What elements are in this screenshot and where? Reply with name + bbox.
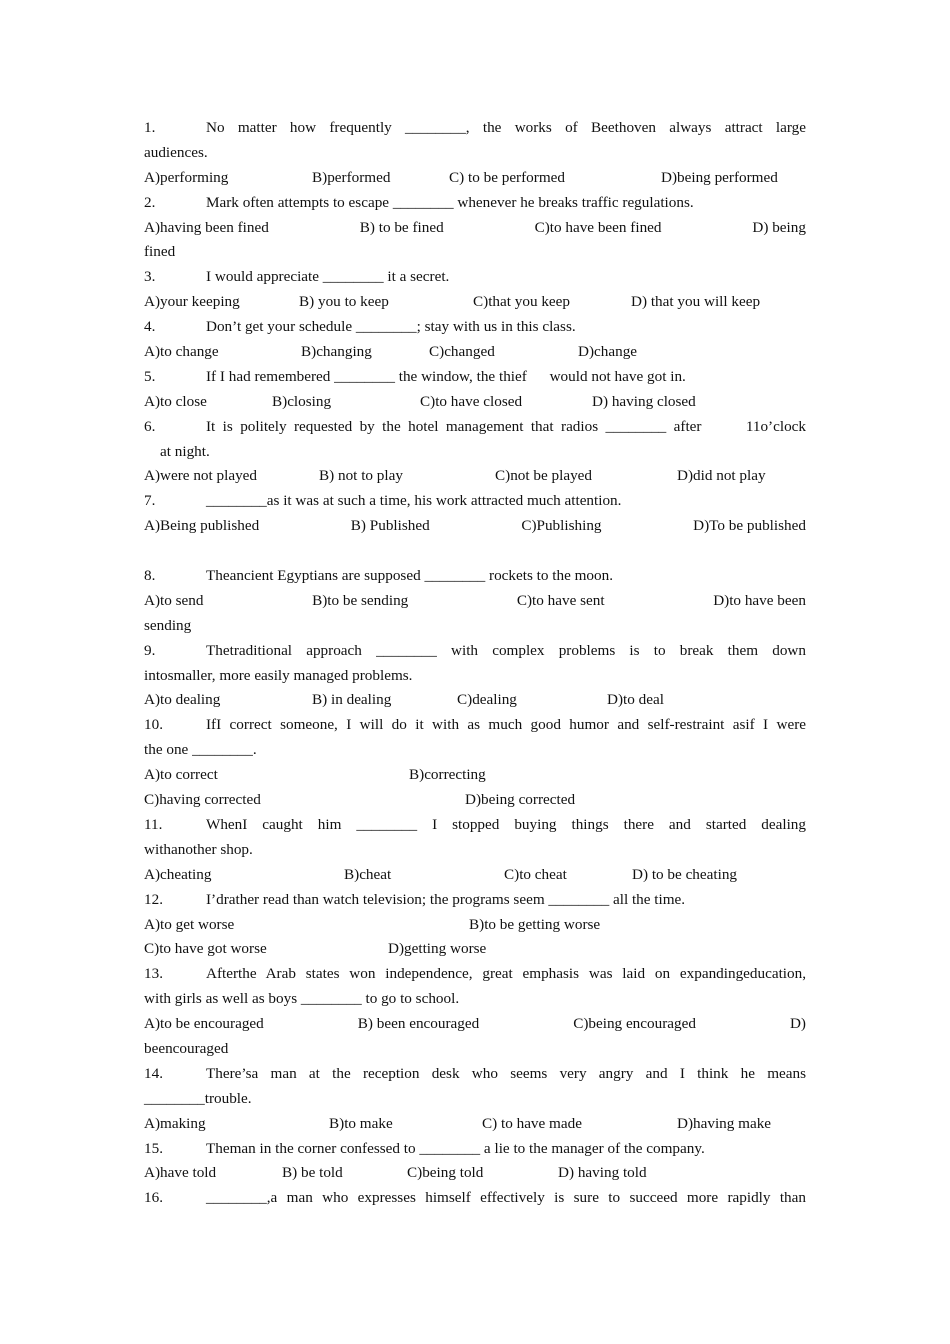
option-b: B) to be fined [359,218,444,236]
option-c: C)to cheat [504,865,567,883]
option-b: B)cheat [344,865,392,883]
blank-spacer [144,539,806,564]
option-c: C)to have sent [516,591,605,609]
question-1-options [144,166,806,191]
question-10-options [144,763,806,788]
question-13-options [144,1012,806,1037]
option-d: D) having closed [592,392,696,410]
option-a: A)have told [144,1164,217,1182]
question-number: 14. [144,1064,163,1082]
question-text: Thetraditional approach ________ with complex problems is to break them down [206,641,806,659]
option-c: C)to have closed [420,392,523,410]
question-6-stem [144,415,806,440]
question-text: ________as it was at such a time, his work attracted much attention. [206,492,622,510]
question-15-stem [144,1137,806,1162]
option-a: A)to dealing [144,691,221,709]
option-a: A)making [144,1114,206,1132]
question-number: 2. [144,193,156,211]
option-a: A)to get worse [144,915,235,933]
option-b: B)changing [301,343,372,361]
question-5-options [144,390,806,415]
option-a: A)Being published [144,517,260,535]
option-d: D)to deal [607,691,664,709]
question-14-stem [144,1062,806,1087]
question-6-options [144,464,806,489]
option-d: D)getting worse [388,940,487,958]
option-c: C) to have made [482,1114,582,1132]
question-12-options-row2 [144,937,806,962]
question-10-options-row2 [144,788,806,813]
question-4-options [144,340,806,365]
question-9-stem [144,639,806,664]
question-15-options [144,1161,806,1186]
option-c: C)not be played [495,467,593,485]
question-3-stem [144,265,806,290]
option-b: B)to be sending [312,591,409,609]
question-7-stem [144,489,806,514]
question-number: 5. [144,367,156,385]
question-number: 1. [144,119,156,136]
question-text: Theman in the corner confessed to ________ a lie to the manager of the company. [206,1139,705,1157]
option-d: D) [789,1015,806,1033]
option-b: B) Published [350,517,430,535]
option-b: B) not to play [319,467,403,485]
question-text: There’sa man at the reception desk who seems very angry and I think he means [206,1064,806,1082]
question-text: ________,a man who expresses himself effectively is sure to succeed more rapidly than [206,1189,806,1207]
question-9-options [144,688,806,713]
question-text: Afterthe Arab states won independence, great emphasis was laid on expandingeducation, [206,965,806,983]
option-continued: sending [144,616,192,634]
question-1-stem [144,116,806,141]
question-16-stem [144,1186,806,1211]
question-text: No matter how frequently ________, the works of Beethoven always attract large [206,119,806,136]
option-b: B) you to keep [299,293,389,311]
option-a: A)to close [144,392,207,410]
option-b: B)closing [272,392,332,410]
question-text-continued: the one ________. [144,741,257,759]
question-text-continued: ________trouble. [144,1089,252,1107]
question-12-options [144,913,806,938]
question-number: 9. [144,641,156,659]
question-number: 8. [144,567,156,585]
question-number: 13. [144,965,163,983]
option-d: D) that you will keep [631,293,761,311]
option-b: B) be told [282,1164,343,1182]
question-text: It is politely requested by the hotel management that radios ________ after 11o’clock [206,417,806,435]
option-c: C)dealing [457,691,517,709]
question-text-continued: withanother shop. [144,840,253,858]
question-number: 3. [144,268,156,286]
option-b: B)to be getting worse [469,915,601,933]
option-c: C)having corrected [144,791,261,809]
question-number: 6. [144,417,156,435]
option-a: A)having been fined [144,218,269,236]
question-number: 4. [144,318,156,336]
question-number: 15. [144,1139,163,1157]
option-c: C)Publishing [521,517,602,535]
question-12-stem [144,888,806,913]
option-a: A)to send [144,591,204,609]
option-d: D)being corrected [465,791,576,809]
question-11-options [144,863,806,888]
option-b: B)to make [329,1114,393,1132]
option-d: D)did not play [677,467,766,485]
question-8-stem [144,564,806,589]
question-text: Theancient Egyptians are supposed ________ rockets to the moon. [206,567,614,585]
question-number: 7. [144,492,156,510]
question-text: Don’t get your schedule ________; stay with us in this class. [206,318,576,336]
question-11-stem [144,813,806,838]
question-text: WhenI caught him ________ I stopped buying things there and started dealing [206,815,806,833]
option-a: A)to change [144,343,219,361]
question-10-stem [144,713,806,738]
option-c: C)to have got worse [144,940,267,958]
option-c: C)that you keep [473,293,571,311]
question-13-stem [144,962,806,987]
question-number: 11. [144,815,163,833]
option-d: D)having make [677,1114,772,1132]
option-d: D) to be cheating [632,865,738,883]
option-b: B)correcting [409,766,486,784]
option-d: D)To be published [693,517,806,535]
question-number: 12. [144,890,163,908]
option-c: C)being encouraged [573,1015,696,1033]
option-a: A)cheating [144,865,212,883]
question-text-continued: audiences. [144,143,208,161]
option-a: A)your keeping [144,293,240,311]
question-text: I would appreciate ________ it a secret. [206,268,450,286]
question-text: Mark often attempts to escape ________ whenever he breaks traffic regulations. [206,193,694,211]
option-a: A)were not played [144,467,258,485]
option-d: D) having told [558,1164,647,1182]
question-number: 16. [144,1189,163,1207]
question-number: 10. [144,716,163,734]
option-c: C) to be performed [449,168,565,186]
option-b: B) been encouraged [357,1015,480,1033]
question-text: I’drather read than watch television; the programs seem ________ all the time. [206,890,686,908]
question-5-stem [144,365,806,390]
option-d: D)change [578,343,638,361]
option-c: C)changed [429,343,495,361]
question-text-continued: with girls as well as boys ________ to go to school. [144,990,460,1008]
question-text-continued: intosmaller, more easily managed problems. [144,666,413,684]
option-continued: fined [144,243,176,261]
option-d: D)to have been [713,591,806,609]
question-7-options [144,514,806,539]
option-continued: beencouraged [144,1039,229,1057]
option-a: A)performing [144,168,229,186]
question-text: If I had remembered ________ the window, the thief would not have got in. [206,367,686,385]
question-8-options [144,589,806,614]
question-text: IfI correct someone, I will do it with as much good humor and self-restraint asif I were [206,716,806,734]
option-c: C)being told [407,1164,484,1182]
question-2-options [144,216,806,241]
option-c: C)to have been fined [534,218,662,236]
option-b: B) in dealing [312,691,392,709]
question-2-stem [144,191,806,216]
option-a: A)to be encouraged [144,1015,264,1033]
question-14-options [144,1112,806,1137]
option-d: D) being [752,218,806,236]
document-page [144,116,806,1211]
option-a: A)to correct [144,766,218,784]
option-b: B)performed [312,168,391,186]
question-3-options [144,290,806,315]
question-text-continued: at night. [160,442,210,460]
question-4-stem [144,315,806,340]
option-d: D)being performed [661,168,778,186]
